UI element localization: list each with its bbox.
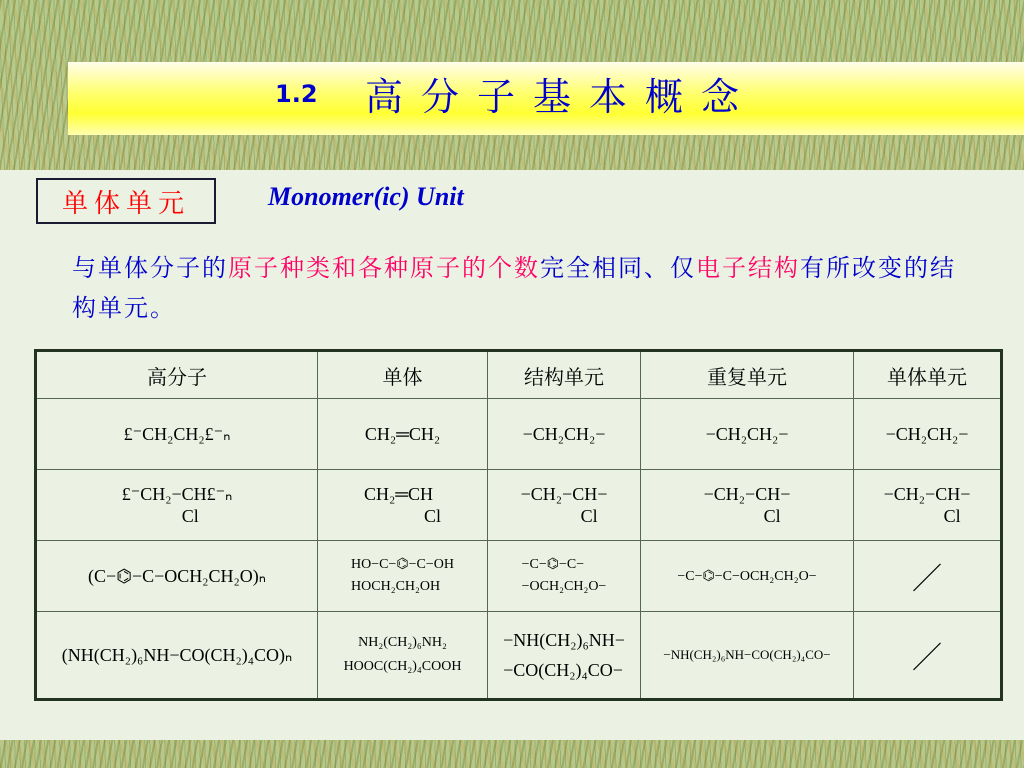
formula-line: Cl <box>181 506 199 526</box>
cell-monomer-unit: −CH₂CH₂− <box>854 399 1002 470</box>
table-row <box>36 612 1002 700</box>
cell-polymer: £⁻CH₂CH₂£⁻ₙ <box>36 399 318 470</box>
table-row <box>36 399 1002 470</box>
definition-part: 有所改变的结构单元。 <box>72 254 956 322</box>
formula-line: HO−C−⌬−C−OH <box>351 557 454 572</box>
formula-line: Cl <box>943 506 961 526</box>
section-number: 1.2 <box>275 80 318 108</box>
header-monomer-unit: 单体单元 <box>854 351 1002 399</box>
header-structural-unit: 结构单元 <box>488 351 641 399</box>
cell-repeat-unit: −NH(CH₂)₆NH−CO(CH₂)₄CO− <box>641 612 854 700</box>
formula-line: Cl <box>423 506 441 526</box>
formula-line: −OCH₂CH₂O− <box>521 579 607 594</box>
cell-repeat-unit <box>641 470 854 541</box>
formula-line: −CO(CH₂)₄CO− <box>503 660 623 680</box>
definition-highlight: 电子结构 <box>696 254 800 282</box>
header-polymer: 高分子 <box>36 351 318 399</box>
table-row <box>36 470 1002 541</box>
definition-text <box>72 248 972 328</box>
definition-part: 与单体分子的 <box>72 254 228 282</box>
background-grass <box>0 740 1024 768</box>
cell-structural-unit <box>488 612 641 700</box>
formula-line: −CH₂−CH− <box>883 484 971 504</box>
cell-structural-unit <box>488 470 641 541</box>
formula-line: HOCH₂CH₂OH <box>351 579 441 594</box>
formula-line: NH₂(CH₂)₆NH₂ <box>358 635 447 650</box>
cell-polymer: (NH(CH₂)₆NH−CO(CH₂)₄CO)ₙ <box>36 612 318 700</box>
formula-line: HOOC(CH₂)₄COOH <box>343 659 462 674</box>
definition-highlight: 原子种类和各种原子的个数 <box>228 254 540 282</box>
term-tag: 单体单元 <box>36 178 216 224</box>
table-row <box>36 541 1002 612</box>
cell-monomer-unit: ／ <box>854 612 1002 700</box>
formula-line: −NH(CH₂)₆NH− <box>503 630 625 650</box>
cell-monomer-unit <box>854 470 1002 541</box>
page-title: 高分子基本概念 <box>365 75 758 119</box>
cell-monomer <box>318 612 488 700</box>
cell-monomer <box>318 541 488 612</box>
cell-structural-unit: −CH₂CH₂− <box>488 399 641 470</box>
formula-line: Cl <box>763 506 781 526</box>
formula-line: −C−⌬−C− <box>521 557 585 572</box>
cell-polymer: (C−⌬−C−OCH₂CH₂O)ₙ <box>36 541 318 612</box>
cell-repeat-unit: −C−⌬−C−OCH₂CH₂O− <box>641 541 854 612</box>
unit-table <box>34 349 1003 701</box>
formula-line: CH₂═CH <box>363 484 434 504</box>
term-english: Monomer(ic) Unit <box>268 182 464 211</box>
cell-polymer <box>36 470 318 541</box>
formula-line: £⁻CH₂−CH£⁻ₙ <box>121 484 233 504</box>
header-monomer: 单体 <box>318 351 488 399</box>
definition-part: 完全相同、仅 <box>540 254 696 282</box>
header-repeat-unit: 重复单元 <box>641 351 854 399</box>
cell-monomer: CH₂═CH₂ <box>318 399 488 470</box>
cell-monomer <box>318 470 488 541</box>
cell-structural-unit <box>488 541 641 612</box>
cell-monomer-unit: ／ <box>854 541 1002 612</box>
formula-line: −CH₂−CH− <box>703 484 791 504</box>
formula-line: −CH₂−CH− <box>520 484 608 504</box>
cell-repeat-unit: −CH₂CH₂− <box>641 399 854 470</box>
formula-line: Cl <box>580 506 598 526</box>
table-header-row <box>36 351 1002 399</box>
